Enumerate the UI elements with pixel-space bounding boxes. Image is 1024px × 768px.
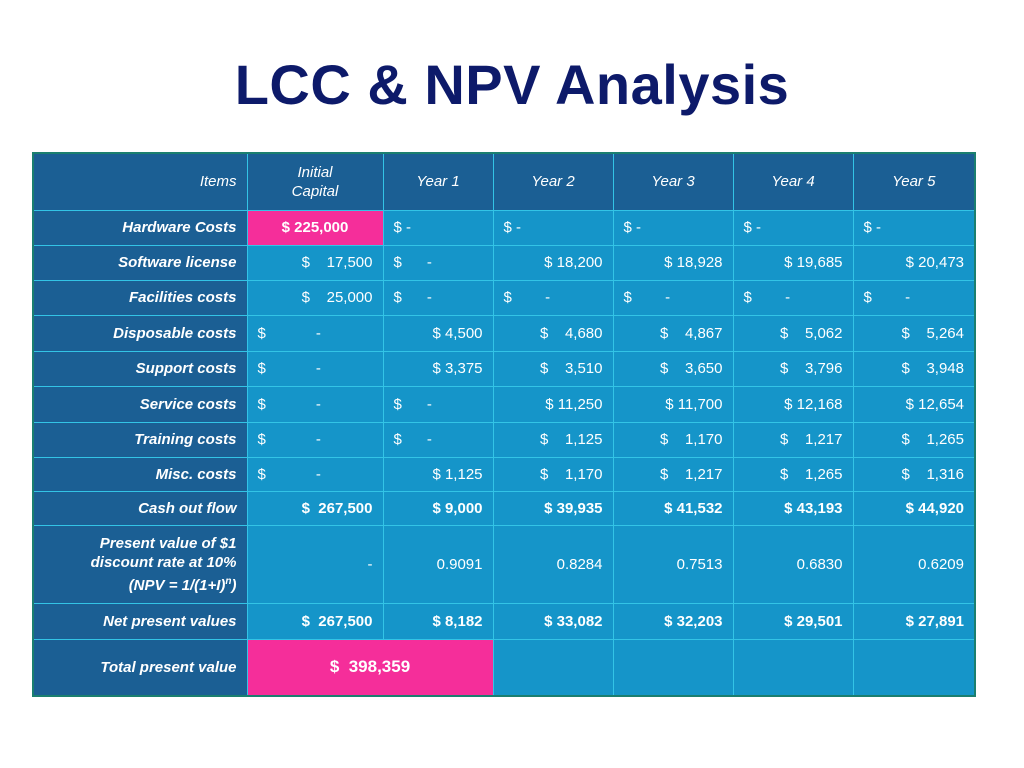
cell-initial: $ 225,000 (247, 210, 383, 245)
cell-year-2: $ 18,200 (493, 245, 613, 280)
cell-initial: $ - (247, 386, 383, 422)
empty-cell (853, 639, 975, 696)
row-label: Total present value (33, 639, 247, 696)
cell-year-4: $ 1,265 (733, 457, 853, 491)
cell-year-4: $ 3,796 (733, 351, 853, 386)
cell-year-4: $ 29,501 (733, 603, 853, 639)
row-label: Misc. costs (33, 457, 247, 491)
cell-year-3: $ 32,203 (613, 603, 733, 639)
empty-cell (493, 639, 613, 696)
cell-year-3: $ - (613, 210, 733, 245)
empty-cell (733, 639, 853, 696)
cell-initial: - (247, 525, 383, 603)
cell-year-5: 0.6209 (853, 525, 975, 603)
cell-year-2: $ 33,082 (493, 603, 613, 639)
cell-year-2: $ 1,125 (493, 422, 613, 457)
cell-year-4: $ 19,685 (733, 245, 853, 280)
cell-year-5: $ 44,920 (853, 491, 975, 525)
cell-year-5: $ 27,891 (853, 603, 975, 639)
label-line-2: discount rate at 10% (90, 553, 237, 571)
cell-year-1: $ - (383, 422, 493, 457)
slide-title: LCC & NPV Analysis (234, 53, 790, 116)
total-present-value: $ 398,359 (247, 639, 493, 696)
lcc-npv-table (32, 152, 976, 697)
cell-year-4: 0.6830 (733, 525, 853, 603)
row-label: Software license (33, 245, 247, 280)
row-label: Cash out flow (33, 491, 247, 525)
cell-year-1: $ - (383, 280, 493, 315)
cell-initial: $ - (247, 315, 383, 351)
cell-year-1: $ 8,182 (383, 603, 493, 639)
header-year-3: Year 3 (613, 153, 733, 210)
header-items: Items (33, 153, 247, 210)
cell-initial: $ 267,500 (247, 491, 383, 525)
cell-year-4: $ - (733, 280, 853, 315)
label-line-1: Present value of $1 (99, 534, 237, 552)
cell-year-4: $ 43,193 (733, 491, 853, 525)
cell-year-3: $ 18,928 (613, 245, 733, 280)
cell-year-4: $ 1,217 (733, 422, 853, 457)
label-exponent: n (225, 575, 232, 587)
cell-year-1: $ 1,125 (383, 457, 493, 491)
cell-year-5: $ - (853, 210, 975, 245)
cell-year-2: $ 39,935 (493, 491, 613, 525)
cell-year-5: $ 1,316 (853, 457, 975, 491)
cell-year-4: $ 12,168 (733, 386, 853, 422)
row-cash-out-flow (33, 491, 975, 525)
cell-year-5: $ 5,264 (853, 315, 975, 351)
cell-year-2: $ - (493, 210, 613, 245)
row-label: Training costs (33, 422, 247, 457)
header-year-1: Year 1 (383, 153, 493, 210)
row-support-costs (33, 351, 975, 386)
cell-year-3: $ 1,217 (613, 457, 733, 491)
cell-year-3: $ 41,532 (613, 491, 733, 525)
cell-year-5: $ 20,473 (853, 245, 975, 280)
row-facilities-costs (33, 280, 975, 315)
header-year-4: Year 4 (733, 153, 853, 210)
row-hardware-costs (33, 210, 975, 245)
row-label: Disposable costs (33, 315, 247, 351)
cell-year-5: $ 12,654 (853, 386, 975, 422)
cell-year-1: $ 3,375 (383, 351, 493, 386)
cell-year-1: $ - (383, 210, 493, 245)
cell-year-5: $ 3,948 (853, 351, 975, 386)
label-line-3: (NPV = 1/(1+I) (128, 576, 226, 594)
cell-initial: $ - (247, 351, 383, 386)
row-label: Hardware Costs (33, 210, 247, 245)
row-label: Net present values (33, 603, 247, 639)
cell-year-3: $ 1,170 (613, 422, 733, 457)
cell-initial: $ - (247, 422, 383, 457)
cell-year-3: $ 3,650 (613, 351, 733, 386)
cell-year-2: $ 11,250 (493, 386, 613, 422)
row-disposable-costs (33, 315, 975, 351)
cell-year-1: $ - (383, 386, 493, 422)
row-label: Support costs (33, 351, 247, 386)
cell-year-5: $ 1,265 (853, 422, 975, 457)
cell-year-2: $ - (493, 280, 613, 315)
cell-year-5: $ - (853, 280, 975, 315)
row-net-present-values (33, 603, 975, 639)
cell-year-1: $ 9,000 (383, 491, 493, 525)
header-row (33, 153, 975, 210)
label-close: ) (231, 576, 237, 594)
row-present-value-factor (33, 525, 975, 603)
cell-year-2: $ 3,510 (493, 351, 613, 386)
header-year-5: Year 5 (853, 153, 975, 210)
cell-year-3: 0.7513 (613, 525, 733, 603)
empty-cell (613, 639, 733, 696)
row-training-costs (33, 422, 975, 457)
cell-initial: $ 17,500 (247, 245, 383, 280)
cell-year-1: $ - (383, 245, 493, 280)
row-label (33, 525, 247, 603)
header-year-2: Year 2 (493, 153, 613, 210)
row-label: Facilities costs (33, 280, 247, 315)
cell-year-1: $ 4,500 (383, 315, 493, 351)
header-initial-capital: Initial Capital (247, 153, 383, 210)
cell-year-2: $ 4,680 (493, 315, 613, 351)
cell-year-4: $ 5,062 (733, 315, 853, 351)
cell-year-2: $ 1,170 (493, 457, 613, 491)
cell-initial: $ 25,000 (247, 280, 383, 315)
cell-year-3: $ 4,867 (613, 315, 733, 351)
cell-year-3: $ 11,700 (613, 386, 733, 422)
cell-year-1: 0.9091 (383, 525, 493, 603)
cell-initial: $ - (247, 457, 383, 491)
cell-year-4: $ - (733, 210, 853, 245)
row-misc-costs (33, 457, 975, 491)
cell-year-2: 0.8284 (493, 525, 613, 603)
row-total-present-value (33, 639, 975, 696)
row-label: Service costs (33, 386, 247, 422)
row-software-license (33, 245, 975, 280)
row-service-costs (33, 386, 975, 422)
cell-initial: $ 267,500 (247, 603, 383, 639)
cell-year-3: $ - (613, 280, 733, 315)
